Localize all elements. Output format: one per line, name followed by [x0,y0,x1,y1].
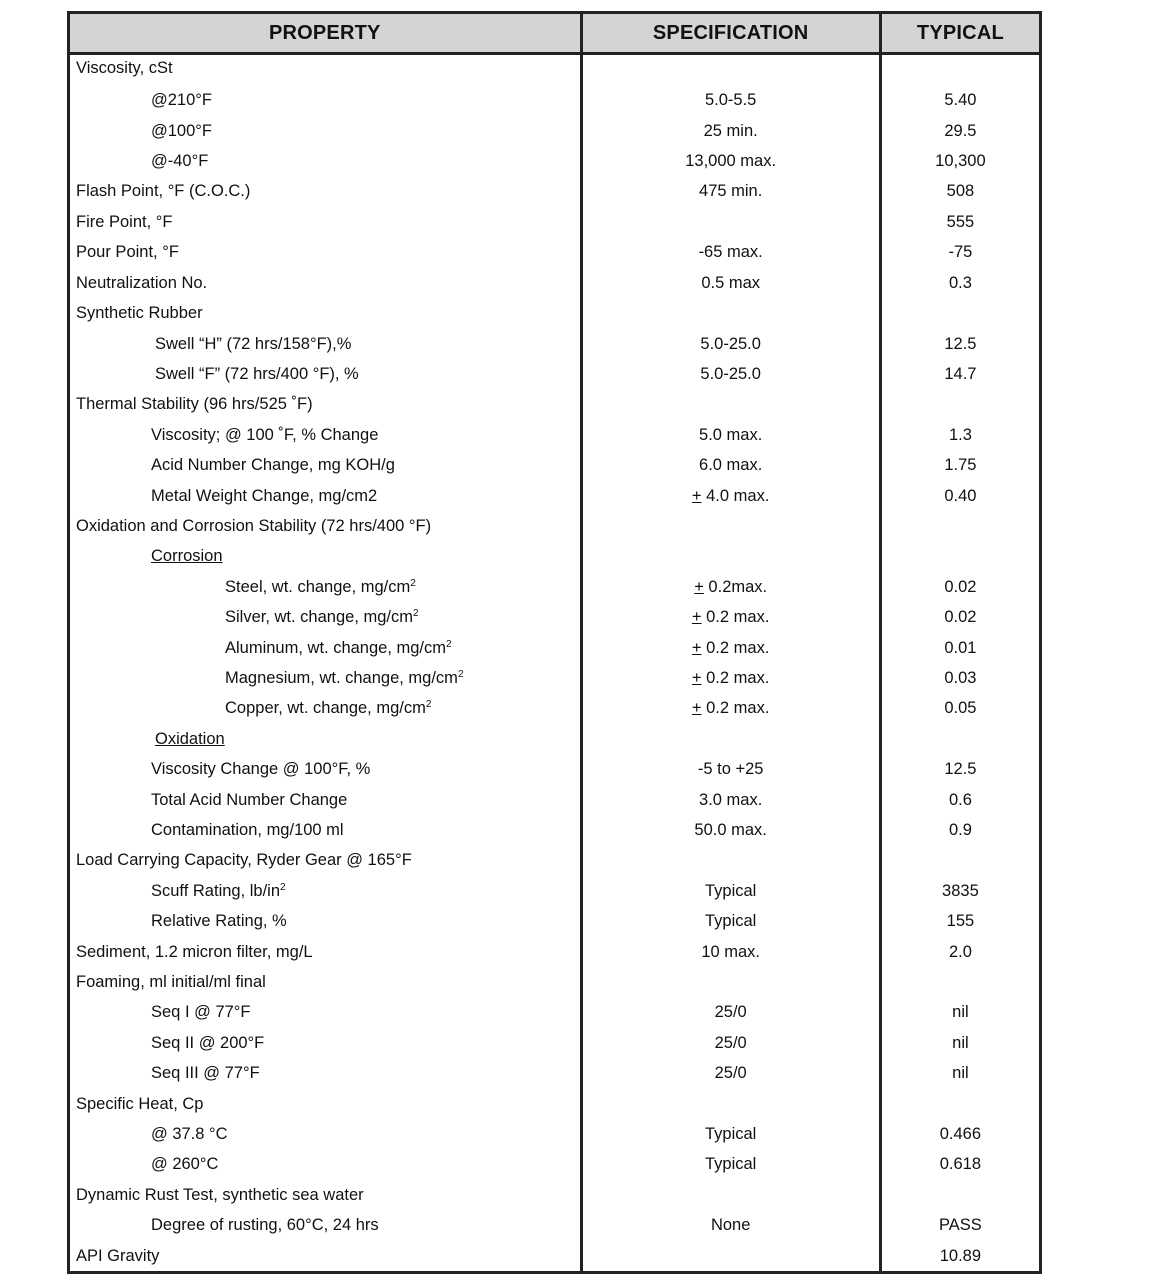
spec-value: 0.2 max. [701,638,770,657]
table-row [69,237,1041,267]
header-typical: TYPICAL [880,13,1040,54]
property-cell: @210°F [69,85,582,115]
property-cell: Seq II @ 200°F [69,1028,582,1058]
spec-cell [581,663,880,693]
table-row [69,724,1041,754]
typical-cell: 508 [880,176,1040,206]
spec-cell [581,845,880,875]
spec-value: 0.2max. [703,577,768,596]
table-row [69,480,1041,510]
property-cell [69,572,582,602]
typical-cell: 29.5 [880,115,1040,145]
table-row [69,359,1041,389]
table-row [69,967,1041,997]
spec-cell: 6.0 max. [581,450,880,480]
spec-cell [581,602,880,632]
typical-cell: 14.7 [880,359,1040,389]
table-row [69,815,1041,845]
spec-cell: 10 max. [581,936,880,966]
plus-minus-sign: + [691,638,702,657]
typical-cell: 0.02 [880,602,1040,632]
plus-minus-sign: + [691,668,702,687]
spec-cell: 25/0 [581,1058,880,1088]
table-row [69,328,1041,358]
table-row [69,572,1041,602]
property-text: Steel, wt. change, mg/cm [225,577,411,596]
table-row [69,906,1041,936]
spec-value: 0.2 max. [701,668,770,687]
property-cell: Dynamic Rust Test, synthetic sea water [69,1180,582,1210]
spec-cell: 5.0 max. [581,420,880,450]
spec-value: 4.0 max. [701,486,770,505]
table-row [69,1180,1041,1210]
property-cell: Load Carrying Capacity, Ryder Gear @ 165°F [69,845,582,875]
property-cell: Viscosity Change @ 100°F, % [69,754,582,784]
spec-cell: Typical [581,1149,880,1179]
spec-cell: Typical [581,906,880,936]
table-row [69,876,1041,906]
property-cell [69,602,582,632]
property-cell: Sediment, 1.2 micron filter, mg/L [69,936,582,966]
spec-value: 0.2 max. [701,608,770,627]
table-row [69,693,1041,723]
spec-cell: 475 min. [581,176,880,206]
spec-cell: 3.0 max. [581,784,880,814]
property-cell: Swell “H” (72 hrs/158°F),% [69,328,582,358]
property-cell: @ 37.8 °C [69,1119,582,1149]
spec-cell [581,480,880,510]
property-cell: Neutralization No. [69,268,582,298]
table-row [69,1210,1041,1240]
section-heading-corrosion: Corrosion [151,547,223,566]
typical-cell: 155 [880,906,1040,936]
typical-cell [880,724,1040,754]
property-cell [69,724,582,754]
spec-cell: 5.0-25.0 [581,359,880,389]
typical-cell: 10.89 [880,1241,1040,1273]
spec-cell [581,298,880,328]
table-row [69,54,1041,86]
table-row [69,784,1041,814]
table-row [69,450,1041,480]
superscript: 2 [457,668,464,680]
typical-cell: 1.3 [880,420,1040,450]
typical-cell: 5.40 [880,85,1040,115]
table-row [69,207,1041,237]
spec-cell [581,54,880,86]
typical-cell: 0.6 [880,784,1040,814]
typical-cell [880,541,1040,571]
property-cell: Contamination, mg/100 ml [69,815,582,845]
property-cell: Pour Point, °F [69,237,582,267]
property-cell [69,876,582,906]
table-row [69,511,1041,541]
spec-cell [581,693,880,723]
typical-cell: nil [880,997,1040,1027]
spec-cell [581,207,880,237]
typical-cell: 1.75 [880,450,1040,480]
typical-cell: 0.3 [880,268,1040,298]
spec-cell [581,1088,880,1118]
typical-cell: nil [880,1058,1040,1088]
typical-cell: 3835 [880,876,1040,906]
spec-cell: -5 to +25 [581,754,880,784]
typical-cell [880,1180,1040,1210]
table-row [69,420,1041,450]
superscript: 2 [280,881,286,893]
property-cell: Viscosity, cSt [69,54,582,86]
property-cell: Foaming, ml initial/ml final [69,967,582,997]
typical-cell [880,511,1040,541]
typical-cell: -75 [880,237,1040,267]
spec-cell: 50.0 max. [581,815,880,845]
spec-cell [581,541,880,571]
plus-minus-sign: + [691,608,702,627]
property-cell: Viscosity; @ 100 ˚F, % Change [69,420,582,450]
table-row [69,541,1041,571]
spec-cell: Typical [581,876,880,906]
spec-cell [581,1241,880,1273]
table-row [69,389,1041,419]
table-row [69,268,1041,298]
property-cell: Thermal Stability (96 hrs/525 ˚F) [69,389,582,419]
property-cell: Total Acid Number Change [69,784,582,814]
spec-cell [581,1180,880,1210]
typical-cell: 2.0 [880,936,1040,966]
property-cell: Seq III @ 77°F [69,1058,582,1088]
typical-cell [880,54,1040,86]
property-cell: Seq I @ 77°F [69,997,582,1027]
table-row [69,632,1041,662]
property-text: Copper, wt. change, mg/cm [225,699,426,718]
table-row [69,146,1041,176]
spec-cell: 25/0 [581,1028,880,1058]
superscript: 2 [446,638,452,650]
property-cell: Swell “F” (72 hrs/400 °F), % [69,359,582,389]
spec-cell [581,572,880,602]
typical-cell: 12.5 [880,328,1040,358]
property-text: Aluminum, wt. change, mg/cm [225,638,446,657]
superscript: 2 [425,699,432,711]
property-cell: Oxidation and Corrosion Stability (72 hrs/400 °F) [69,511,582,541]
property-cell: @100°F [69,115,582,145]
table-row [69,85,1041,115]
header-specification: SPECIFICATION [581,13,880,54]
typical-cell: PASS [880,1210,1040,1240]
typical-cell: 10,300 [880,146,1040,176]
property-cell [69,541,582,571]
table-row [69,1149,1041,1179]
superscript: 2 [410,577,416,589]
table-row [69,754,1041,784]
typical-cell: 555 [880,207,1040,237]
property-cell: Flash Point, °F (C.O.C.) [69,176,582,206]
spec-cell: 5.0-25.0 [581,328,880,358]
spec-cell: 5.0-5.5 [581,85,880,115]
typical-cell [880,967,1040,997]
table-row [69,845,1041,875]
table-row [69,936,1041,966]
typical-cell: 0.40 [880,480,1040,510]
spec-cell: -65 max. [581,237,880,267]
typical-cell: 0.02 [880,572,1040,602]
section-heading-oxidation: Oxidation [155,729,225,748]
typical-cell [880,298,1040,328]
property-cell: @-40°F [69,146,582,176]
property-cell: @ 260°C [69,1149,582,1179]
spec-cell [581,967,880,997]
table-row [69,663,1041,693]
typical-cell [880,845,1040,875]
spec-cell [581,724,880,754]
property-cell: Acid Number Change, mg KOH/g [69,450,582,480]
spec-cell: 25 min. [581,115,880,145]
table-row [69,115,1041,145]
plus-minus-sign: + [691,699,702,718]
property-cell [69,693,582,723]
header-property: PROPERTY [69,13,582,54]
typical-cell: nil [880,1028,1040,1058]
typical-cell: 0.05 [880,693,1040,723]
property-text: Magnesium, wt. change, mg/cm [225,668,458,687]
property-cell [69,632,582,662]
spec-cell: None [581,1210,880,1240]
property-cell: Fire Point, °F [69,207,582,237]
superscript: 2 [413,608,419,620]
typical-cell [880,389,1040,419]
table-row [69,997,1041,1027]
spec-table [67,11,1042,1274]
table-row [69,1028,1041,1058]
property-text: Scuff Rating, lb/in [151,881,281,900]
property-cell: Degree of rusting, 60°C, 24 hrs [69,1210,582,1240]
typical-cell: 0.03 [880,663,1040,693]
property-cell: Relative Rating, % [69,906,582,936]
property-cell: API Gravity [69,1241,582,1273]
property-cell: Metal Weight Change, mg/cm2 [69,480,582,510]
typical-cell: 0.01 [880,632,1040,662]
table-row [69,1241,1041,1273]
table-row [69,176,1041,206]
property-cell: Specific Heat, Cp [69,1088,582,1118]
spec-cell: 25/0 [581,997,880,1027]
plus-minus-sign: + [694,577,704,596]
spec-value: 0.2 max. [701,699,770,718]
table-row [69,298,1041,328]
table-row [69,1058,1041,1088]
spec-cell [581,511,880,541]
property-text: Silver, wt. change, mg/cm [225,608,413,627]
typical-cell [880,1088,1040,1118]
spec-cell [581,389,880,419]
spec-cell: 13,000 max. [581,146,880,176]
table-row [69,602,1041,632]
header-row [69,13,1041,54]
typical-cell: 0.9 [880,815,1040,845]
table-row [69,1119,1041,1149]
typical-cell: 0.466 [880,1119,1040,1149]
property-cell: Synthetic Rubber [69,298,582,328]
typical-cell: 0.618 [880,1149,1040,1179]
table-row [69,1088,1041,1118]
plus-minus-sign: + [691,486,702,505]
spec-cell: 0.5 max [581,268,880,298]
spec-cell: Typical [581,1119,880,1149]
typical-cell: 12.5 [880,754,1040,784]
spec-cell [581,632,880,662]
property-cell [69,663,582,693]
